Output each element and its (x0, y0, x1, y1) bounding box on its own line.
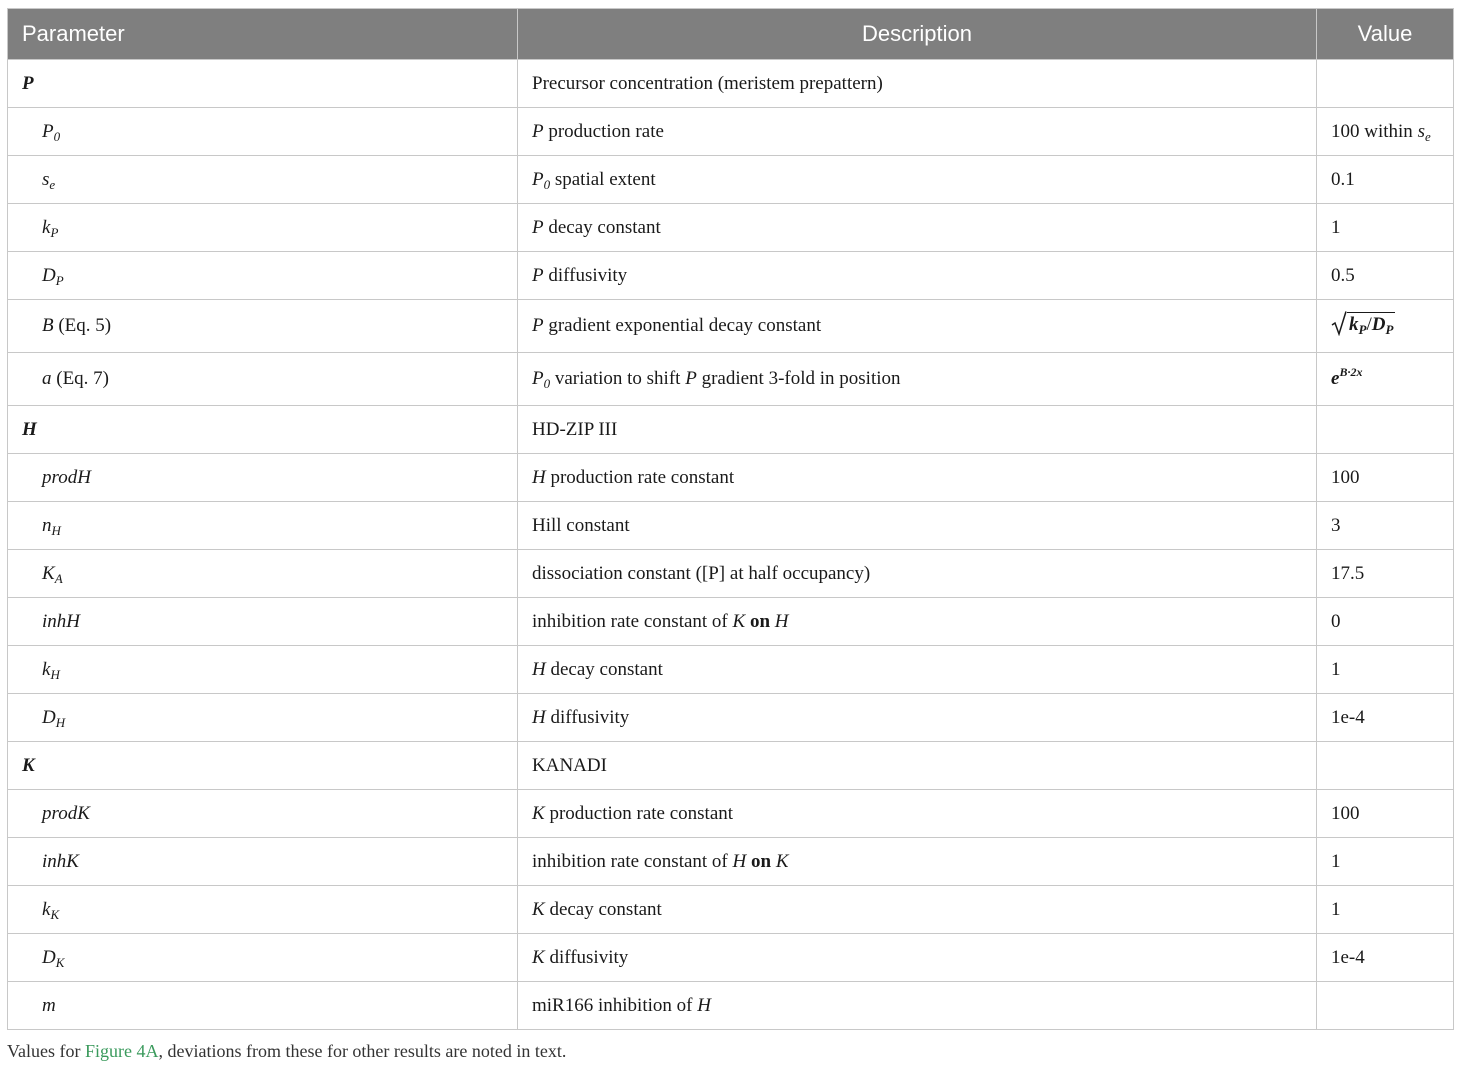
param-subscript: H (51, 522, 61, 538)
description-text: decay constant (545, 658, 663, 680)
description-text-2: gradient 3-fold in position (696, 368, 901, 389)
description-subscript: 0 (543, 176, 551, 192)
table-row (8, 502, 1454, 550)
table-row (8, 838, 1454, 886)
description-text: production rate constant (545, 466, 735, 488)
param-symbol: k (42, 898, 51, 920)
param-symbol: D (42, 946, 56, 968)
description-variable: P (532, 120, 544, 142)
value-text: 3 (1331, 514, 1341, 536)
table-footnote (7, 1041, 566, 1062)
value-subscript: e (1424, 128, 1431, 144)
description-text: decay constant (543, 216, 661, 238)
parameter-table (7, 8, 1454, 1030)
param-cell (8, 353, 518, 406)
table-row (8, 598, 1454, 646)
description-text: spatial extent (550, 168, 656, 190)
param-cell (8, 502, 518, 550)
description-cell (518, 300, 1317, 353)
value-text: 1e-4 (1331, 946, 1365, 968)
header-value: Value (1317, 9, 1454, 60)
description-cell (518, 742, 1317, 790)
table-row (8, 204, 1454, 252)
value-text: 1 (1331, 850, 1341, 872)
table-row (8, 550, 1454, 598)
description-variable-2: H (774, 610, 789, 632)
description-variable: K (532, 802, 545, 824)
param-equation-ref: (Eq. 5) (53, 315, 112, 336)
value-text: 1 (1331, 216, 1341, 238)
sqrt-formula (1331, 310, 1395, 336)
header-description: Description (518, 9, 1317, 60)
param-subscript: e (49, 176, 56, 192)
table-row (8, 353, 1454, 406)
table-row (8, 646, 1454, 694)
description-cell (518, 982, 1317, 1030)
param-symbol: k (42, 216, 51, 238)
table-row (8, 742, 1454, 790)
formula-base: e (1331, 368, 1340, 389)
description-text: inhibition rate constant of (532, 610, 733, 632)
param-symbol: D (42, 264, 56, 286)
value-cell (1317, 598, 1454, 646)
formula-slash: / (1366, 314, 1372, 335)
header-row (8, 9, 1454, 60)
description-cell (518, 252, 1317, 300)
value-cell (1317, 204, 1454, 252)
param-subscript: A (54, 570, 63, 586)
description-cell (518, 204, 1317, 252)
param-cell (8, 934, 518, 982)
description-cell (518, 60, 1317, 108)
param-symbol: P (42, 120, 54, 142)
param-symbol: k (42, 658, 51, 680)
param-subscript: H (50, 666, 60, 682)
param-cell (8, 982, 518, 1030)
param-cell (8, 694, 518, 742)
param-cell (8, 646, 518, 694)
value-cell (1317, 838, 1454, 886)
description-variable: K (532, 898, 545, 920)
param-cell (8, 838, 518, 886)
value-cell (1317, 502, 1454, 550)
param-symbol: K (22, 754, 35, 776)
value-text: 1e-4 (1331, 706, 1365, 728)
table-row (8, 694, 1454, 742)
value-cell (1317, 300, 1454, 353)
param-cell (8, 454, 518, 502)
description-variable-2: K (775, 850, 789, 872)
description-cell (518, 406, 1317, 454)
value-cell (1317, 454, 1454, 502)
formula-exponent: B·2x (1339, 365, 1363, 379)
description-cell (518, 353, 1317, 406)
description-text: Precursor concentration (meristem prepattern) (532, 72, 883, 94)
description-variable: K (732, 610, 746, 632)
description-variable: H (532, 658, 546, 680)
description-text: decay constant (544, 898, 662, 920)
description-text: production rate constant (544, 802, 734, 824)
table-row (8, 252, 1454, 300)
description-text: KANADI (532, 754, 607, 776)
description-text: dissociation constant ([P] at half occupancy) (532, 562, 871, 584)
description-variable: H (532, 466, 546, 488)
table-row (8, 790, 1454, 838)
description-variable: P (532, 216, 544, 238)
table-row (8, 982, 1454, 1030)
description-cell (518, 934, 1317, 982)
value-cell (1317, 353, 1454, 406)
formula-k: k (1349, 314, 1359, 335)
param-subscript: H (55, 714, 66, 730)
value-cell (1317, 694, 1454, 742)
description-text: variation to shift (550, 368, 686, 389)
table-row (8, 300, 1454, 353)
description-text: inhibition rate constant of (532, 850, 733, 872)
description-variable-2: P (685, 368, 697, 389)
value-text: 0 (1331, 610, 1341, 632)
value-text: 1 (1331, 658, 1341, 680)
description-variable: P (532, 264, 544, 286)
value-text: 0.1 (1331, 168, 1355, 190)
value-text: 0.5 (1331, 264, 1355, 286)
value-cell (1317, 108, 1454, 156)
table-row (8, 454, 1454, 502)
param-symbol: a (42, 368, 52, 389)
footnote-prefix: Values for (7, 1041, 85, 1061)
description-variable: H (532, 706, 546, 728)
description-cell (518, 156, 1317, 204)
value-cell (1317, 934, 1454, 982)
param-cell (8, 790, 518, 838)
param-symbol: prodK (42, 802, 90, 824)
param-cell (8, 598, 518, 646)
description-text: gradient exponential decay constant (543, 315, 822, 336)
param-subscript: P (55, 272, 64, 288)
param-symbol: prodH (42, 466, 91, 488)
description-text: miR166 inhibition of (532, 994, 698, 1016)
value-cell (1317, 550, 1454, 598)
footnote-suffix: , deviations from these for other results are noted in text. (158, 1041, 567, 1061)
param-subscript: 0 (53, 128, 61, 144)
param-cell (8, 886, 518, 934)
param-symbol: B (42, 315, 54, 336)
param-symbol: D (42, 706, 56, 728)
table-row (8, 60, 1454, 108)
param-symbol: s (42, 168, 50, 190)
value-variable: s (1417, 120, 1425, 142)
value-cell (1317, 646, 1454, 694)
description-cell (518, 454, 1317, 502)
param-equation-ref: (Eq. 7) (51, 368, 110, 389)
description-cell (518, 108, 1317, 156)
param-subscript: K (50, 906, 60, 922)
description-bold: on (746, 850, 776, 872)
description-variable: H (732, 850, 747, 872)
param-symbol: H (22, 418, 37, 440)
param-symbol: inhH (42, 610, 80, 632)
description-variable: P (532, 315, 544, 336)
value-cell (1317, 742, 1454, 790)
param-cell (8, 156, 518, 204)
description-text: Hill constant (532, 514, 630, 536)
description-cell (518, 598, 1317, 646)
param-cell (8, 406, 518, 454)
param-symbol: P (22, 72, 34, 94)
description-subscript: 0 (543, 376, 551, 391)
description-text: production rate (543, 120, 664, 142)
param-cell (8, 550, 518, 598)
param-symbol: K (42, 562, 55, 584)
param-cell (8, 204, 518, 252)
description-variable: P (532, 168, 544, 190)
formula-k-subscript: P (1358, 322, 1367, 337)
description-bold: on (745, 610, 775, 632)
value-text: 1 (1331, 898, 1341, 920)
param-cell (8, 742, 518, 790)
param-cell (8, 252, 518, 300)
formula-d-subscript: P (1385, 322, 1394, 337)
description-cell (518, 790, 1317, 838)
description-text: diffusivity (543, 264, 628, 286)
param-symbol: n (42, 514, 52, 536)
value-cell (1317, 252, 1454, 300)
value-cell (1317, 60, 1454, 108)
description-text: HD-ZIP III (532, 418, 618, 440)
radical-sign-icon (1331, 310, 1347, 336)
table-row (8, 108, 1454, 156)
description-cell (518, 694, 1317, 742)
description-variable: K (532, 946, 545, 968)
table-row (8, 406, 1454, 454)
figure-link[interactable]: Figure 4A (84, 1041, 159, 1061)
table-row (8, 886, 1454, 934)
value-text: 100 (1331, 802, 1360, 824)
table-row (8, 934, 1454, 982)
description-variable: P (532, 368, 544, 389)
description-variable: H (697, 994, 711, 1016)
param-cell (8, 108, 518, 156)
formula-d: D (1371, 314, 1386, 335)
value-cell (1317, 886, 1454, 934)
description-cell (518, 550, 1317, 598)
table-row (8, 156, 1454, 204)
value-cell (1317, 156, 1454, 204)
param-subscript: P (50, 224, 59, 240)
description-cell (518, 886, 1317, 934)
param-subscript: K (55, 954, 65, 970)
description-cell (518, 838, 1317, 886)
param-cell (8, 300, 518, 353)
description-text: diffusivity (545, 706, 630, 728)
param-symbol: m (42, 994, 56, 1016)
param-cell (8, 60, 518, 108)
description-cell (518, 502, 1317, 550)
param-symbol: inhK (42, 850, 79, 872)
value-cell (1317, 790, 1454, 838)
value-text: 100 (1331, 466, 1360, 488)
value-cell (1317, 982, 1454, 1030)
value-text: 100 within (1331, 120, 1418, 142)
header-parameter: Parameter (8, 9, 518, 60)
description-text: diffusivity (544, 946, 629, 968)
radicand (1347, 312, 1395, 336)
value-cell (1317, 406, 1454, 454)
value-text: 17.5 (1331, 562, 1365, 584)
description-cell (518, 646, 1317, 694)
